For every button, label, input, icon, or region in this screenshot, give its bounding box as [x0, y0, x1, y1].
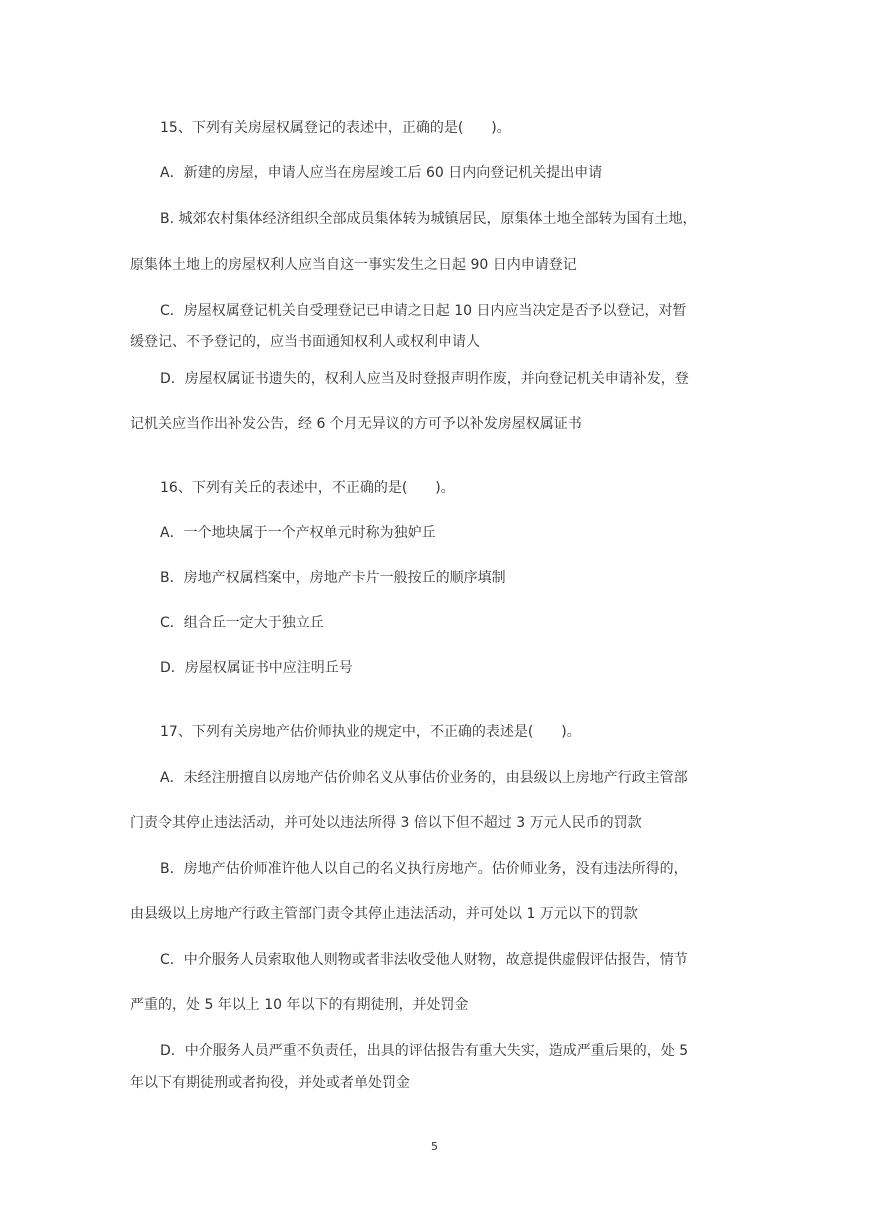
question-17-option-d-line1: D．中介服务人员严重不负责任，出具的评估报告有重大失实，造成严重后果的，处 5 [160, 1043, 689, 1059]
question-16-option-b: B．房地产权属档案中，房地产卡片一般按丘的顺序填制 [160, 570, 506, 586]
question-15-option-d-line2: 记机关应当作出补发公告，经 6 个月无异议的方可予以补发房屋权属证书 [130, 416, 582, 432]
question-17-option-c-line1: C．中介服务人员索取他人则物或者非法收受他人财物，故意提供虚假评估报告，情节 [160, 952, 688, 968]
question-17-stem: 17、下列有关房地产估价师执业的规定中，不正确的表述是( )。 [160, 724, 581, 740]
question-16-option-a: A．一个地块属于一个产权单元时称为独妒丘 [160, 525, 436, 541]
question-15-option-b-line1: B. 城郊农村集体经济组织全部成员集体转为城镇居民，原集体土地全部转为国有土地， [160, 211, 697, 227]
question-17-option-b-line1: B．房地产估价师准许他人以自己的名义执行房地产。估价师业务，没有违法所得的， [160, 861, 688, 877]
question-17-option-a-line2: 门责令其停止违法活动，并可处以违法所得 3 倍以下但不超过 3 万元人民币的罚款 [130, 815, 642, 831]
question-15-option-d-line1: D．房屋权属证书遗失的，权利人应当及时登报声明作废，并向登记机关申请补发，登 [160, 371, 689, 387]
page-number: 5 [431, 1140, 438, 1153]
question-15-stem: 15、下列有关房屋权属登记的表述中，正确的是( )。 [160, 120, 511, 136]
question-17-option-d-line2: 年以下有期徒刑或者拘役，并处或者单处罚金 [130, 1075, 410, 1091]
question-17-option-a-line1: A．未经注册擅自以房地产估价帅名义从事估价业务的，由县级以上房地产行政主管部 [160, 770, 688, 786]
question-16-option-d: D．房屋权属证书中应注明丘号 [160, 660, 353, 676]
question-16-stem: 16、下列有关丘的表述中，不正确的是( )。 [160, 480, 455, 496]
question-15-option-a: A．新建的房屋，申请人应当在房屋竣工后 60 日内向登记机关提出申请 [160, 165, 603, 181]
question-17-option-c-line2: 严重的，处 5 年以上 10 年以下的有期徒刑，并处罚金 [130, 997, 469, 1013]
question-17-option-b-line2: 由县级以上房地产行政主管部门责令其停止违法活动，并可处以 1 万元以下的罚款 [130, 906, 638, 922]
question-15-option-c-line1: C．房屋权属登记机关自受理登记已申请之日起 10 日内应当决定是否予以登记，对暂 [160, 303, 687, 319]
question-15-option-c-line2: 缓登记、不予登记的，应当书面通知权利人或权利申请人 [130, 334, 480, 350]
question-16-option-c: C．组合丘一定大于独立丘 [160, 615, 324, 631]
question-15-option-b-line2: 原集体土地上的房屋权利人应当自这一事实发生之日起 90 日内申请登记 [130, 257, 577, 273]
